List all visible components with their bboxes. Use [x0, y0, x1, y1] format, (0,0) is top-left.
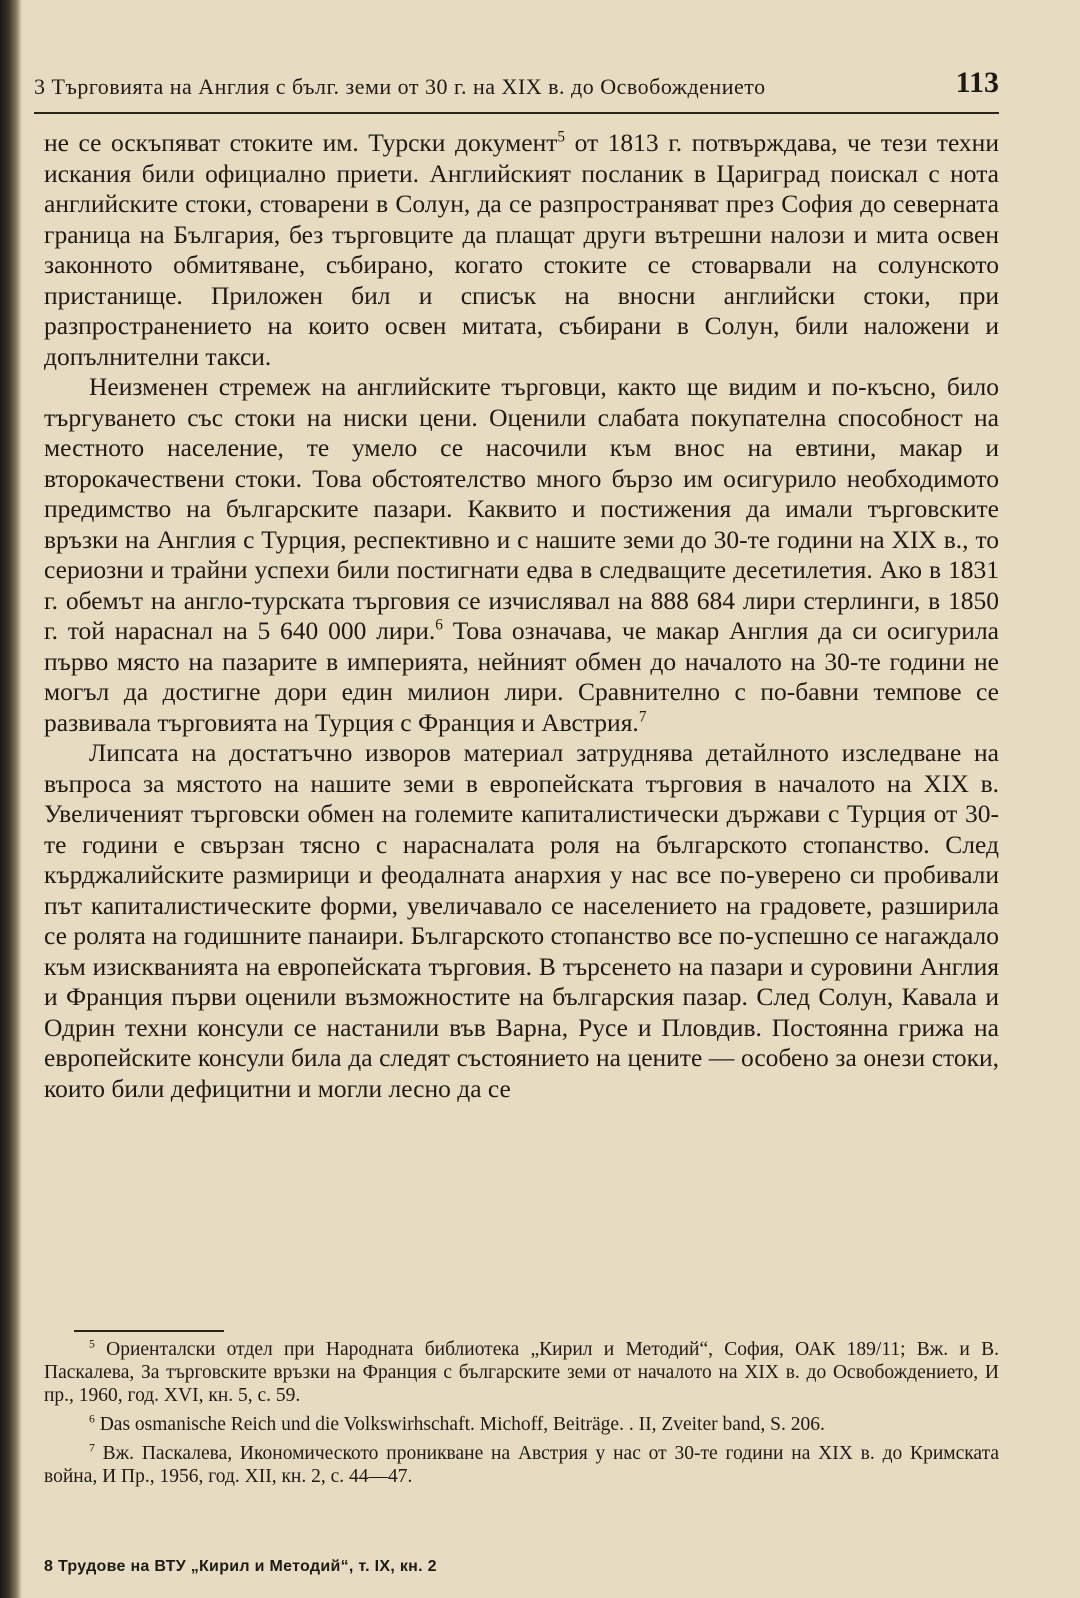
body-text — [44, 128, 999, 1104]
footnote-ref-5: 5 — [557, 128, 566, 146]
book-page — [34, 0, 1044, 1598]
paragraph-2: Неизменен стремеж на английските търговци, както ще видим и по-късно, било търгуването със стоки на ниски цени. Оценили слабата покупателна способност на местното население, те умело се насочили към внос на евтини, макар и второкачествени стоки. Това обстоятелство много бързо им осигурило необходимото предимство на българските пазари. Каквито и постижения да имали търговските връзки на Англия с Турция, респективно и с нашите земи до 30-те години на XIX в., то сериозни и трайни успехи били постигнати едва в следващите десетилетия. Ако в 1831 г. обемът на англо-турската търговия се изчислявал на 888 684 лири стерлинги, в 1850 г. той нараснал на 5 640 000 лири.$^6$ Това означава, че макар Англия да си осигурила първо място на пазарите в империята, нейният обмен до началото на 30-те години не могъл да достигне дори един милион лири. Сравнително с по-бавни темпове се развивала търговията на Турция с Франция и Австрия.$^7$ — [44, 372, 999, 737]
paragraph-3: Липсата на достатъчно изворов материал затруднява детайлното изследване на въпроса за мястото на нашите земи в европейската търговия в началото на XIX в. Увеличеният търговски обмен на големите капиталистически държави с Турция от 30-те години е свързан тясно с нарасналата роля на българското стопанство. След кърджалийските размирици и феодалната анархия у нас все по-уверено си пробивали път капиталистическите форми, увеличавало се населението на градовете, разширила се ролята на годишните панаири. Българското стопанство все по-успешно се нагаждало към изискванията на европейската търговия. В търсенето на пазари и суровини Англия и Франция първи оценили възможностите на българския пазар. След Солун, Кавала и Одрин техни консули се настанили във Варна, Русе и Пловдив. Постоянна грижа на европейските консули била да следят състоянието на цените — особено за онези стоки, които били дефицитни и могли лесно да се — [44, 738, 999, 1103]
footnote-7: $^7$ Вж. Паскалева, Икономическото проникване на Австрия у нас от 30-те години на XIX в. до Кримската война, И Пр., 1956, год. XII, кн. 2, с. 44—47. — [44, 1441, 999, 1487]
footnote-divider — [74, 1330, 224, 1332]
page-number: 113 — [955, 66, 999, 99]
footnote-ref-6: 6 — [435, 616, 443, 634]
footnotes — [44, 1338, 999, 1494]
page-header — [34, 66, 999, 114]
book-binding-edge — [0, 0, 22, 1598]
printer-signature-line: 8 Трудове на ВТУ „Кирил и Методий“, т. IX, кн. 2 — [44, 1558, 437, 1575]
paragraph-1: не се оскъпяват стоките им. Турски документ$^5$ от 1813 г. потвърждава, че тези техни искания били официално приети. Английският посланик в Цариград поискал с нота английските стоки, стоварени в Солун, да се разпространяват през София до северната граница на България, без търговците да плащат други вътрешни налози и мита освен законното обмитяване, събирано, когато стоките се стоварвали на солунското пристанище. Приложен бил и списък на вносни английски стоки, при разпространението на които освен митата, събирани в Солун, били наложени и допълнителни такси. — [44, 128, 999, 371]
footnote-ref-7: 7 — [638, 708, 647, 725]
running-head: 3 Търговията на Англия с бълг. земи от 30 г. на XIX в. до Освобождението — [34, 74, 766, 99]
footnote-5: $^5$ Ориенталски отдел при Народната библиотека „Кирил и Методий“, София, ОАК 189/11; Вж. и В. Паскалева, За търговските връзки на Франция с българските земи от началото на XIX в. до Освобождението, И пр., 1960, год. XVI, кн. 5, с. 59. — [44, 1337, 1000, 1406]
footnote-6: $^6$ Das osmanische Reich und die Volkswirhschaft. Michoff, Beiträge. . II, Zveiter band, S. 206. — [89, 1412, 825, 1435]
